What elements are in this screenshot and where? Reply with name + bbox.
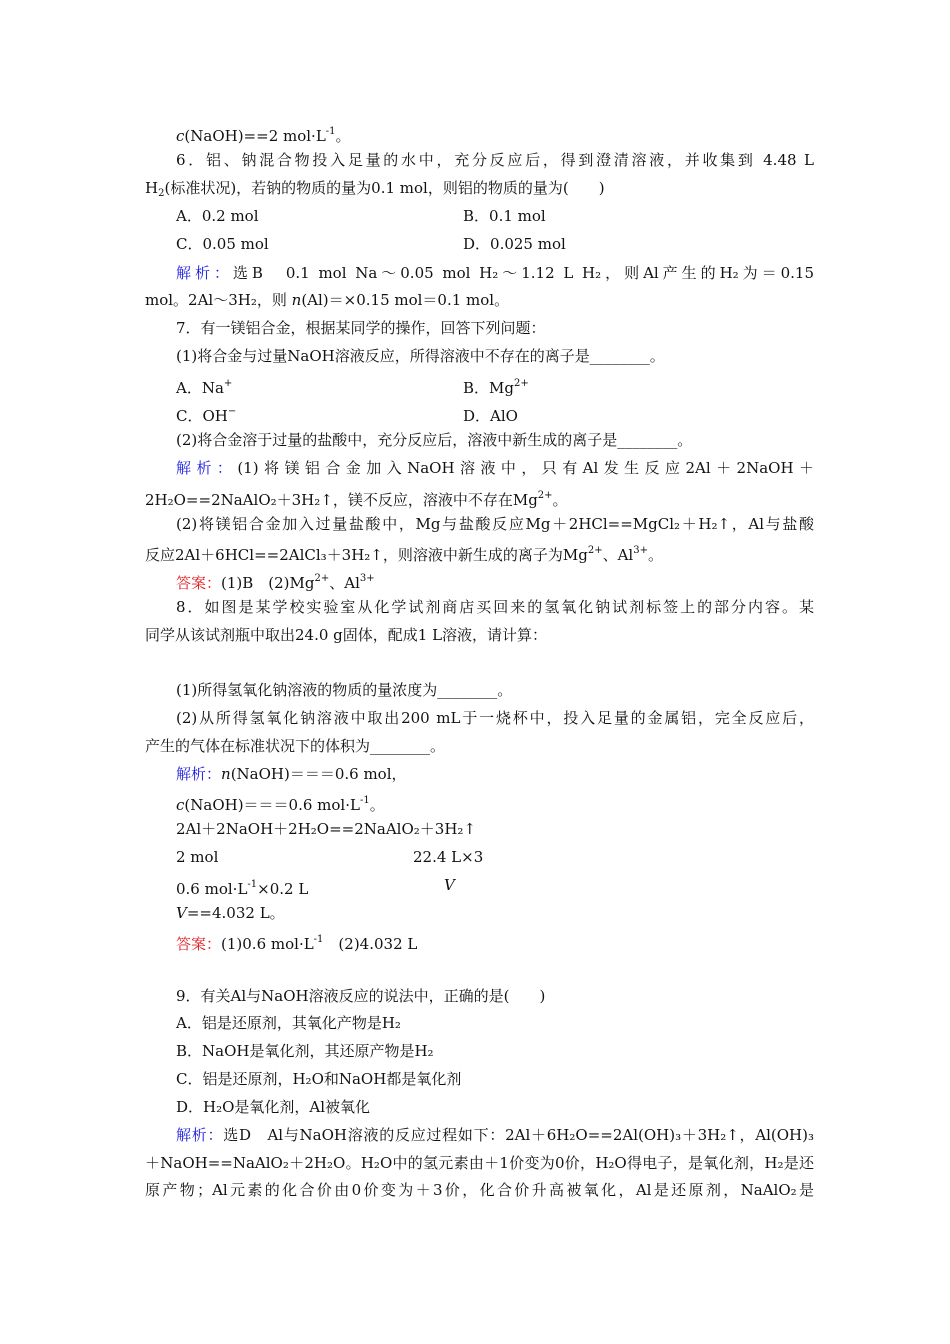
q8-part2-line1: (2)从所得氢氧化钠溶液中取出200 mL于一烧杯中，投入足量的金属铝，完全反应后，	[176, 709, 814, 727]
q6-option-a[interactable]: A．0.2 mol	[176, 207, 259, 225]
q6-options-row2	[176, 234, 776, 254]
q7-option-a[interactable]: A．Na+	[176, 378, 233, 397]
q8-part1: (1)所得氢氧化钠溶液的物质的量浓度为________。	[176, 681, 513, 699]
q6-option-c[interactable]: C．0.05 mol	[176, 235, 269, 253]
q9-option-b[interactable]: B．NaOH是氧化剂，其还原产物是H₂	[176, 1042, 434, 1060]
q6-analysis-line2: mol。2Al～3H₂，则 n(Al)＝×0.15 mol＝0.1 mol。	[145, 291, 510, 309]
q5-conclusion: c(NaOH)==2 $mol\cdot L^{-1}$。	[176, 126, 351, 145]
q6-analysis-line1: 解析：选B 0.1 mol Na～0.05 mol H₂～1.12 L H₂，则Al产生的H₂为＝0.15	[176, 264, 814, 282]
q7-stem: 7．有一镁铝合金，根据某同学的操作，回答下列问题：	[176, 319, 546, 337]
q7-analysis-line1: 解析：(1)将镁铝合金加入NaOH溶液中，只有Al发生反应2Al＋2NaOH＋	[176, 459, 814, 477]
answer-label: 答案：	[176, 935, 222, 953]
analysis-label: 解析：	[176, 264, 233, 282]
q8-ratio-row2: 0.6 $mol\cdot L^{-1}\times 0.2$ L V	[176, 876, 455, 898]
analysis-label: 解析：	[176, 459, 238, 477]
q6-option-d[interactable]: D．0.025 mol	[463, 235, 566, 253]
q7-analysis-line3: (2)将镁铝合金加入过量盐酸中，Mg与盐酸反应Mg＋2HCl==MgCl₂＋H₂↑，Al与盐酸	[176, 515, 814, 533]
q9-analysis-line1: 解析：选D Al与NaOH溶液的反应过程如下：2Al＋6H₂O==2Al(OH)₃＋3H₂↑，Al(OH)₃	[176, 1126, 814, 1144]
q9-option-c[interactable]: C．铝是还原剂，H₂O和NaOH都是氧化剂	[176, 1070, 462, 1088]
q6-option-b[interactable]: B．0.1 mol	[463, 207, 546, 225]
q8-ratio-row1: 2 mol 22.4 L×3	[176, 848, 484, 866]
q9-stem: 9．有关Al与NaOH溶液反应的说法中，正确的是( )	[176, 987, 546, 1005]
q7-part1: (1)将合金与过量NaOH溶液反应，所得溶液中不存在的离子是________。	[176, 347, 665, 365]
q8-stem-line1: 8．如图是某学校实验室从化学试剂商店买回来的氢氧化钠试剂标签上的部分内容。某	[176, 598, 814, 616]
q7-analysis-line4: 反应2Al＋6HCl==2AlCl₃＋3H₂↑，则溶液中新生成的离子为$Mg^{2+}$、$Al^{3+}$。	[145, 545, 663, 564]
analysis-label: 解析：	[176, 765, 222, 783]
q7-options-row1	[176, 374, 776, 398]
q6-stem-line1: 6．铝、钠混合物投入足量的水中，充分反应后，得到澄清溶液，并收集到 4.48 L	[176, 151, 814, 169]
q8-part2-line2: 产生的气体在标准状况下的体积为________。	[145, 737, 446, 755]
q6-options-row1	[176, 206, 776, 226]
q8-answer: 答案：(1)0.6 $mol\cdot L^{-1}$ (2)4.032 L	[176, 934, 418, 953]
answer-label: 答案：	[176, 574, 222, 592]
q7-option-c[interactable]: C．OH−	[176, 406, 237, 425]
q7-analysis-line2: 2H₂O==2NaAlO₂＋3H₂↑，镁不反应，溶液中不存在$Mg^{2+}$。	[145, 490, 568, 509]
q7-option-d[interactable]: D．AlO	[463, 407, 518, 425]
q7-options-row2	[176, 402, 776, 426]
q9-analysis-line3: 原产物；Al元素的化合价由0价变为＋3价，化合价升高被氧化，Al是还原剂，NaAlO₂是	[145, 1181, 814, 1199]
q8-analysis-line2: c(NaOH)＝＝＝0.6 $mol\cdot L^{-1}$。	[176, 795, 385, 814]
q8-stem-line2: 同学从该试剂瓶中取出24.0 g固体，配成1 L溶液，请计算：	[145, 626, 548, 644]
q8-equation: 2Al＋2NaOH＋2H₂O==2NaAlO₂＋3H₂↑	[176, 820, 476, 838]
q9-analysis-line2: ＋NaOH==NaAlO₂＋2H₂O。H₂O中的氢元素由＋1价变为0价，H₂O得电子，是氧化剂，H₂是还	[145, 1154, 814, 1172]
q7-answer: 答案：(1)B $(2)Mg^{2+}$、$Al^{3+}$	[176, 573, 375, 592]
q8-analysis-line1: 解析：n(NaOH)＝＝＝0.6 mol，	[176, 765, 407, 783]
q7-option-b[interactable]: B．$Mg^{2+}$	[463, 378, 529, 397]
q7-part2: (2)将合金溶于过量的盐酸中，充分反应后，溶液中新生成的离子是________。	[176, 431, 693, 449]
q6-stem-line2: $H_2$(标准状况)，若钠的物质的量为0.1 mol，则铝的物质的量为( )	[145, 179, 605, 199]
q9-option-a[interactable]: A．铝是还原剂，其氧化产物是H₂	[176, 1014, 401, 1032]
q8-analysis-result: V==4.032 L。	[176, 904, 285, 922]
q9-option-d[interactable]: D．H₂O是氧化剂，Al被氧化	[176, 1098, 371, 1116]
analysis-label: 解析：	[176, 1126, 224, 1144]
